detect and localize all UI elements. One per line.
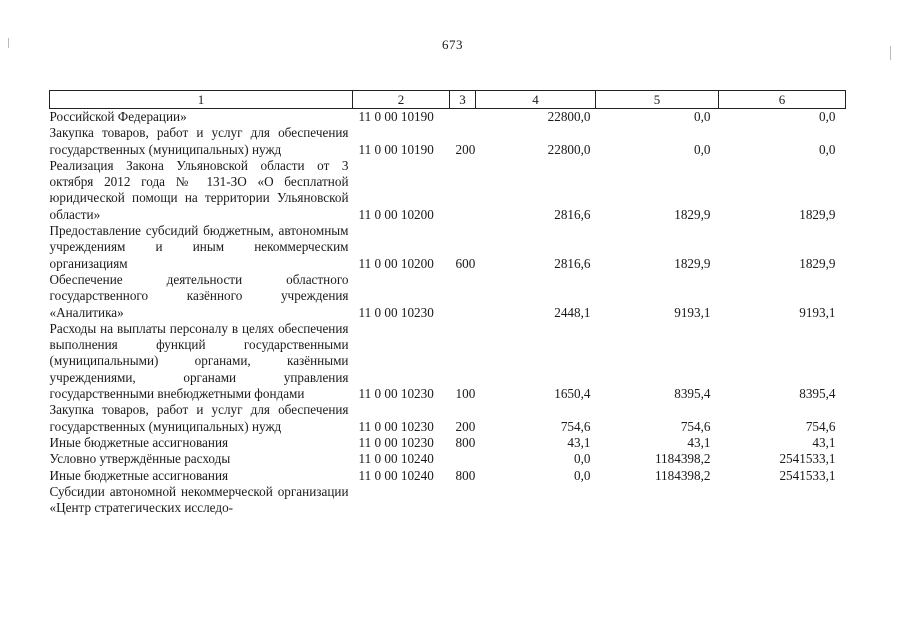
row-amount-col5: 1184398,2 [654,467,711,483]
budget-table [49,90,846,516]
row-amount-col4: 43,1 [567,434,591,450]
row-target-code [353,484,450,517]
row-description: Субсидии автономной некоммерческой организации «Центр стратегических исследо- [49,483,349,516]
table-row [50,484,846,517]
row-description: Закупка товаров, работ и услуг для обеспечения государственных (муниципальных) нужд [49,125,349,157]
column-header-5: 5 [596,91,719,109]
row-amount-col5: 0,0 [694,109,711,124]
column-header-4: 4 [476,91,596,109]
row-expense-type [450,484,476,517]
row-amount-col4: 22800,0 [547,141,591,157]
column-header-6: 6 [719,91,846,109]
row-amount-col5: 754,6 [680,418,711,434]
row-amount-col5: 9193,1 [674,304,711,320]
row-target-code: 11 0 00 10240 [358,451,434,467]
row-amount-col6: 8395,4 [799,386,836,402]
row-amount-col6: 2541533,1 [779,451,836,467]
row-description: Иные бюджетные ассигнования [49,434,229,450]
row-target-code: 11 0 00 10190 [358,109,434,124]
table-header-row [50,91,846,109]
row-expense-type: 200 [455,141,476,157]
table-row [50,402,846,435]
row-target-code: 11 0 00 10230 [358,304,434,320]
row-target-code: 11 0 00 10230 [358,434,434,450]
row-amount-col6: 0,0 [819,141,836,157]
row-amount-col5: 1829,9 [674,255,711,271]
row-amount-col6: 9193,1 [799,304,836,320]
row-expense-type: 600 [455,255,476,271]
row-description: Условно утверждённые расходы [49,451,231,467]
table-row [50,451,846,467]
column-header-3: 3 [450,91,476,109]
row-amount-col4: 2816,6 [554,206,591,222]
scan-edge-mark [8,38,9,48]
table-row [50,272,846,321]
row-amount-col4: 2448,1 [554,304,591,320]
row-amount-col6 [719,484,846,517]
row-description: Предоставление субсидий бюджетным, автономным учреждениям и иным некоммерческим организациям [49,223,349,271]
row-amount-col6: 43,1 [812,434,836,450]
row-amount-col5: 43,1 [687,434,711,450]
table-row [50,321,846,402]
row-amount-col5: 1184398,2 [654,451,711,467]
row-description: Обеспечение деятельности областного государственного казённого учреждения «Аналитика» [49,271,349,320]
budget-table-sheet [49,90,845,516]
row-expense-type: 800 [455,434,476,450]
row-amount-col4: 2816,6 [554,255,591,271]
row-expense-type [450,451,476,467]
table-row [50,125,846,158]
row-description: Иные бюджетные ассигнования [49,467,229,483]
row-amount-col4 [476,484,596,517]
scan-edge-mark [890,46,891,60]
row-description: Российской Федерации» [49,109,187,124]
row-description: Реализация Закона Ульяновской области от 3 октября 2012 года № 131-ЗО «О бесплатной юридической помощи на территории Ульяновской области» [49,157,349,222]
table-row [50,109,846,126]
row-description: Закупка товаров, работ и услуг для обеспечения государственных (муниципальных) нужд [49,402,349,434]
row-expense-type [450,109,476,126]
column-header-1: 1 [50,91,353,109]
row-amount-col6: 1829,9 [799,255,836,271]
row-target-code: 11 0 00 10200 [358,206,434,222]
row-expense-type: 800 [455,467,476,483]
row-expense-type: 200 [455,418,476,434]
row-amount-col4: 1650,4 [554,386,591,402]
row-expense-type [450,272,476,321]
row-amount-col4: 0,0 [574,467,591,483]
column-header-2: 2 [353,91,450,109]
row-amount-col6: 1829,9 [799,206,836,222]
row-target-code: 11 0 00 10230 [358,418,434,434]
row-amount-col5: 0,0 [694,141,711,157]
table-row [50,468,846,484]
row-target-code: 11 0 00 10190 [358,141,434,157]
row-amount-col4: 0,0 [574,451,591,467]
row-amount-col4: 22800,0 [547,109,591,124]
row-amount-col6: 0,0 [819,109,836,124]
table-row [50,158,846,223]
row-target-code: 11 0 00 10200 [358,255,434,271]
row-amount-col4: 754,6 [560,418,591,434]
row-description: Расходы на выплаты персоналу в целях обеспечения выполнения функций государственными (муниципальными) органами, казёнными учреждениями, органами управления государственными внебюджетными фондами [49,320,349,402]
row-amount-col6: 2541533,1 [779,467,836,483]
row-amount-col5: 8395,4 [674,386,711,402]
row-amount-col5 [596,484,719,517]
page-number: 673 [442,37,463,52]
row-expense-type: 100 [455,386,476,402]
row-expense-type [450,158,476,223]
row-amount-col5: 1829,9 [674,206,711,222]
table-row [50,435,846,451]
row-target-code: 11 0 00 10240 [358,467,434,483]
table-row [50,223,846,272]
row-target-code: 11 0 00 10230 [358,386,434,402]
row-amount-col6: 754,6 [805,418,836,434]
